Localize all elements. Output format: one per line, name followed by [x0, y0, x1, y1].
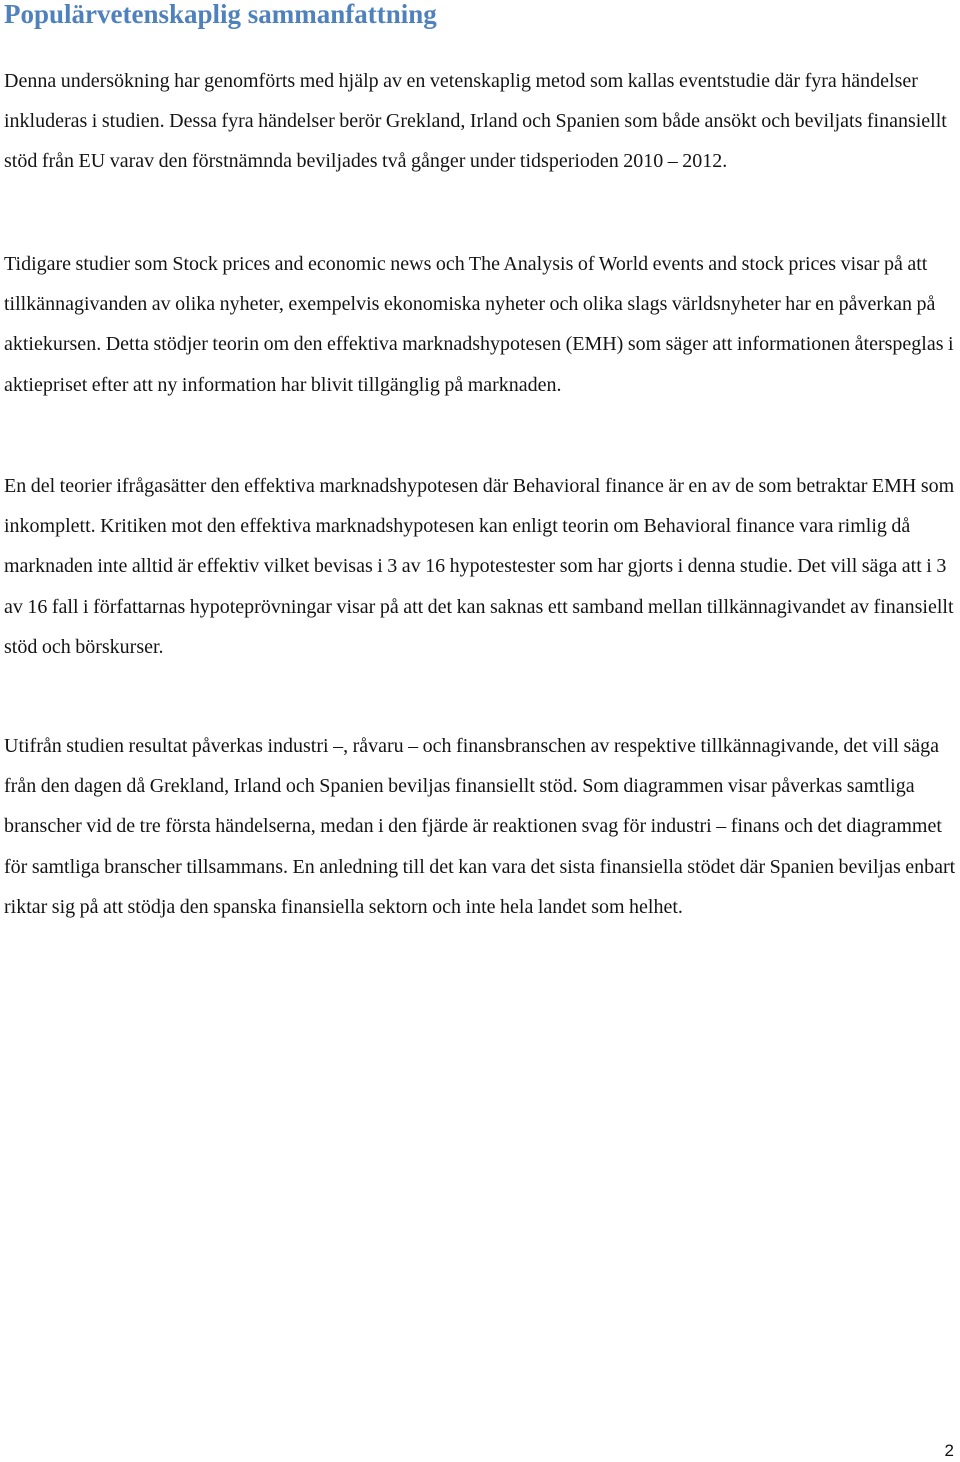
page-title: Populärvetenskaplig sammanfattning [4, 0, 437, 29]
paragraph-prior-studies: Tidigare studier som Stock prices and economic news och The Analysis of World events and stock prices visar på att tillkännagivanden av olika nyheter, exempelvis ekonomiska nyheter och olika slags världsnyheter har en påverkan på aktiekursen. Detta stödjer teorin om den effektiva marknadshypotesen (EMH) som säger att informationen återspeglas i aktiepriset efter att ny information har blivit tillgänglig på marknaden. [4, 253, 954, 396]
paragraph-results: Utifrån studien resultat påverkas industri –, råvaru – och finansbranschen av respektive tillkännagivande, det vill säga från den dagen då Grekland, Irland och Spanien beviljas finansiellt stöd. Som diagrammen visar påverkas samtliga branscher vid de tre första händelserna, medan i den fjärde är reaktionen svag för industri – finans och det diagrammet för samtliga branscher tillsammans. En anledning till det kan vara det sista finansiella stödet där Spanien beviljas enbart riktar sig på att stödja den spanska finansiella sektorn och inte hela landet som helhet. [4, 735, 956, 918]
paragraph-behavioral-finance: En del teorier ifrågasätter den effektiva marknadshypotesen där Behavioral finance är en av de som betraktar EMH som inkomplett. Kritiken mot den effektiva marknadshypotesen kan enligt teorin om Behavioral finance vara rimlig då marknaden inte alltid är effektiv vilket bevisas i 3 av 16 hypotestester som har gjorts i denna studie. Det vill säga att i 3 av 16 fall i författarnas hypoteprövningar visar på att det kan saknas ett samband mellan tillkännagivandet av finansiellt stöd och börskurser. [4, 475, 955, 658]
page-number: 2 [944, 1441, 954, 1460]
paragraph-method: Denna undersökning har genomförts med hjälp av en vetenskaplig metod som kallas eventstudie där fyra händelser inkluderas i studien. Dessa fyra händelser berör Grekland, Irland och Spanien som både ansökt och beviljats finansiellt stöd från EU varav den förstnämnda beviljades två gånger under tidsperioden 2010 – 2012. [4, 70, 947, 173]
